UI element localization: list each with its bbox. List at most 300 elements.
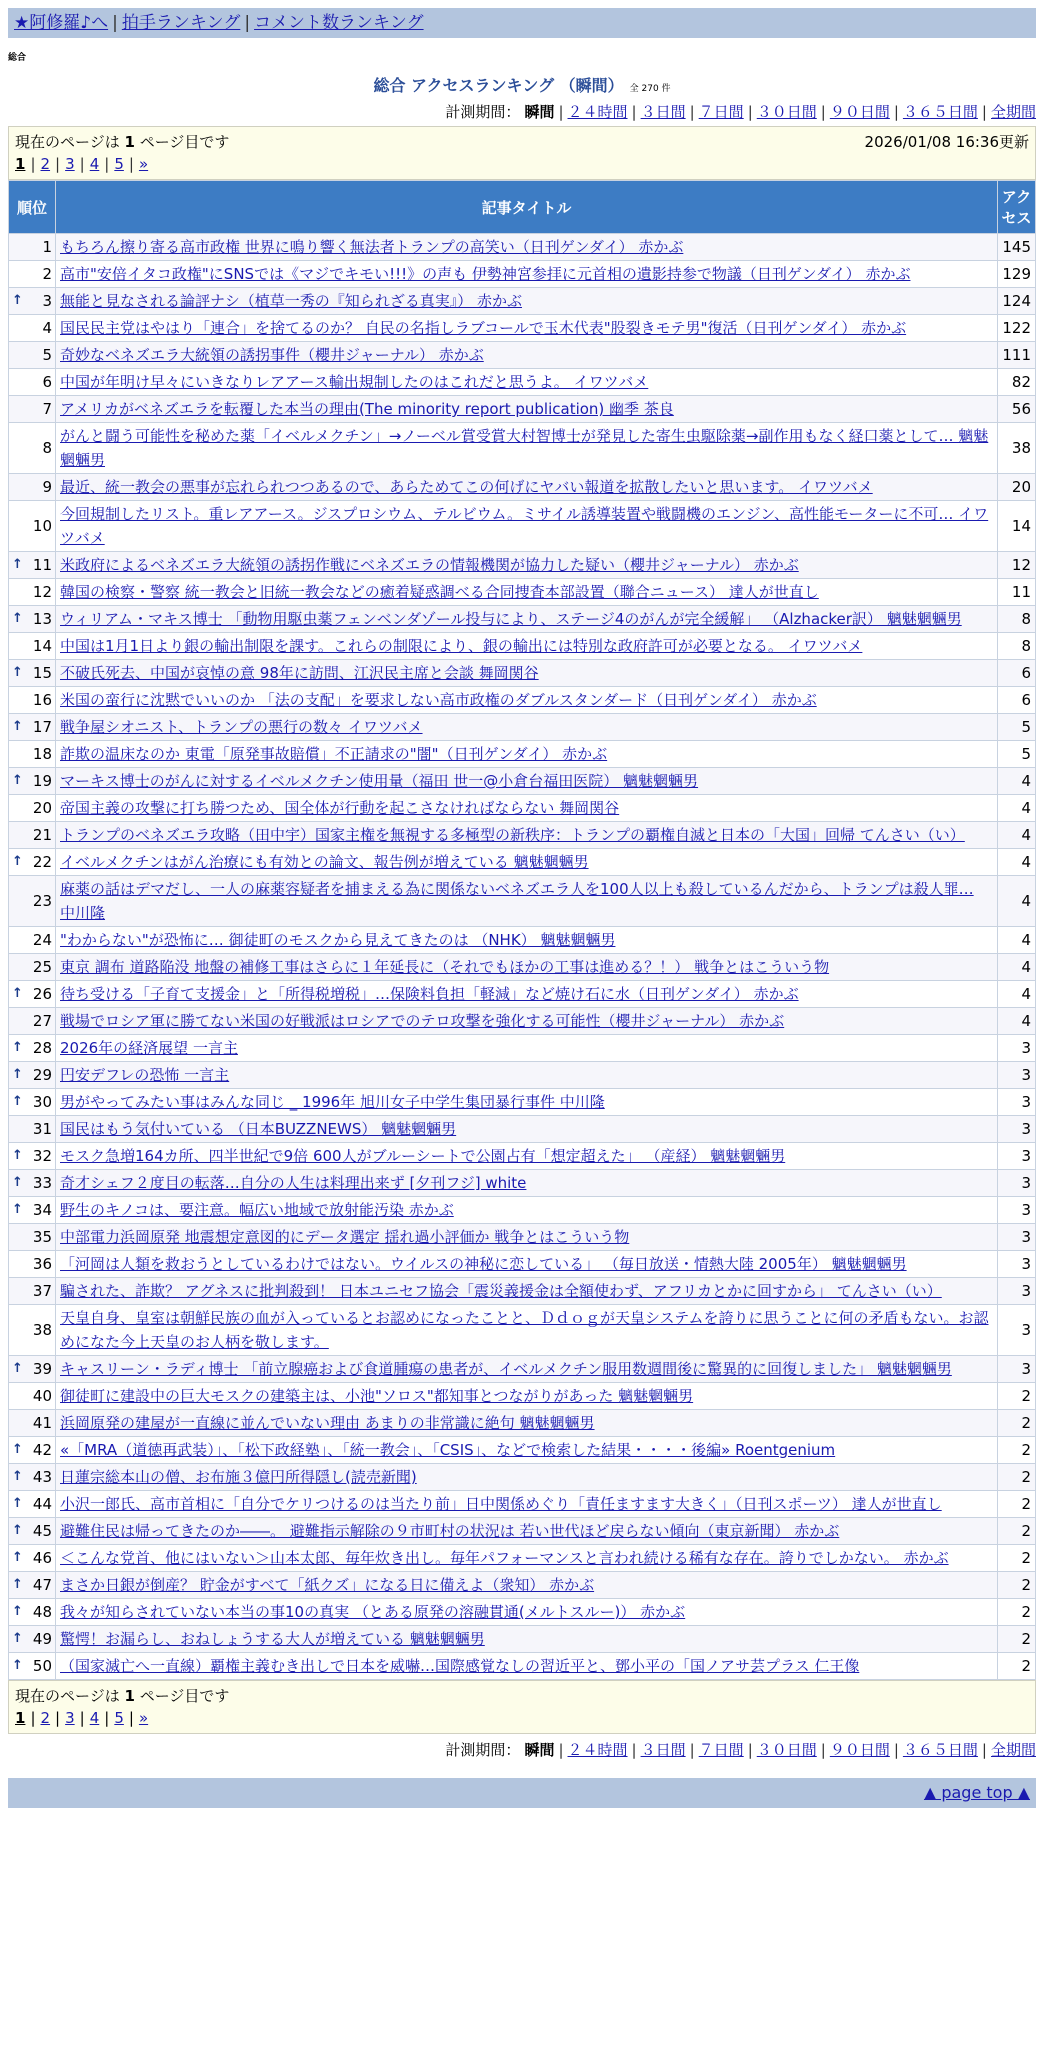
table-row <box>9 927 1036 954</box>
up-arrow-icon: ↑ <box>12 1523 23 1538</box>
nav-link-asyura[interactable]: ★阿修羅♪へ <box>14 13 109 33</box>
access-count: 4 <box>998 822 1036 849</box>
article-title-link[interactable]: 帝国主義の攻撃に打ち勝つため、国全体が行動を起こさなければならない 舞岡関谷 <box>60 799 620 817</box>
table-row <box>9 396 1036 423</box>
rank-cell <box>9 1653 56 1680</box>
rank-number: 16 <box>32 691 52 709</box>
page-link-2[interactable]: 2 <box>40 155 51 173</box>
rank-cell <box>9 474 56 501</box>
article-title-link[interactable]: "わからない"が恐怖に… 御徒町のモスクから見えてきたのは （NHK） 魑魅魍魎男 <box>60 931 616 949</box>
article-title-link[interactable]: 高市"安倍イタコ政権"にSNSでは《マジでキモい!!!》の声も 伊勢神宮参拝に元首相の遺影持参で物議（日刊ゲンダイ） 赤かぶ <box>60 265 911 283</box>
title-cell <box>56 714 998 741</box>
access-count: 2 <box>998 1626 1036 1653</box>
access-count: 6 <box>998 660 1036 687</box>
article-title-link[interactable]: 奇妙なベネズエラ大統領の誘拐事件（櫻井ジャーナル） 赤かぶ <box>60 346 484 364</box>
access-count: 5 <box>998 714 1036 741</box>
table-row <box>9 579 1036 606</box>
page-current: 1 <box>15 155 26 173</box>
article-title-link[interactable]: 小沢一郎氏、高市首相に「自分でケリつけるのは当たり前」日中関係めぐり「責任ますます大きく」（日刊スポーツ） 達人が世直し <box>60 1495 942 1513</box>
table-row <box>9 849 1036 876</box>
table-row <box>9 1464 1036 1491</box>
up-arrow-icon: ↑ <box>12 1202 23 1217</box>
up-arrow-icon: ↑ <box>12 293 23 308</box>
access-count: 3 <box>998 1251 1036 1278</box>
page-links: 1 | 2 | 3 | 4 | 5 | » <box>15 155 149 173</box>
access-count: 2 <box>998 1383 1036 1410</box>
rank-number: 2 <box>42 265 52 283</box>
title-cell <box>56 822 998 849</box>
table-row <box>9 288 1036 315</box>
title-cell <box>56 927 998 954</box>
rank-cell <box>9 288 56 315</box>
article-title-link[interactable]: 中国が年明け早々にいきなりレアアース輸出規制したのはこれだと思うよ。 イワツバメ <box>60 373 649 391</box>
article-title-link[interactable]: 国民はもう気付いている （日本BUZZNEWS） 魑魅魍魎男 <box>60 1120 457 1138</box>
article-title-link[interactable]: «「MRA（道徳再武装）」、「松下政経塾」、「統一教会」、「CSIS」、などで検索した結果・・・・後編» Roentgenium <box>60 1441 836 1459</box>
footer-bar <box>8 1778 1036 1808</box>
header-rank: 順位 <box>9 181 56 234</box>
table-row <box>9 474 1036 501</box>
rank-cell <box>9 1170 56 1197</box>
title-cell <box>56 1437 998 1464</box>
title-cell <box>56 1305 998 1356</box>
article-title-link[interactable]: がんと闘う可能性を秘めた薬「イベルメクチン」→ノーベル賞受賞大村智博士が発見した寄生虫駆除薬→副作用もなく経口薬として… 魑魅魍魎男 <box>60 427 989 469</box>
access-count: 3 <box>998 1035 1036 1062</box>
page-link-2[interactable]: 2 <box>40 1709 51 1727</box>
article-title-link[interactable]: 天皇自身、皇室は朝鮮民族の血が入っているとお認めになったことと、Ｄｄｏｇが天皇システムを誇りに思うことに何の矛盾もない。お認めになた今上天皇のお人柄を敬します。 <box>60 1309 989 1351</box>
page-link-5[interactable]: 5 <box>114 1709 124 1727</box>
up-arrow-icon: ↑ <box>12 1631 23 1646</box>
page-link-5[interactable]: 5 <box>114 155 124 173</box>
rank-number: 47 <box>32 1576 52 1594</box>
table-row <box>9 234 1036 261</box>
page-link-3[interactable]: 3 <box>65 155 75 173</box>
ranking-title-row <box>0 73 1044 96</box>
rank-number: 10 <box>32 517 52 535</box>
access-count: 2 <box>998 1572 1036 1599</box>
rank-cell <box>9 741 56 768</box>
table-row <box>9 822 1036 849</box>
article-title-link[interactable]: トランプのベネズエラ攻略（田中宇）国家主権を無視する多極型の新秩序：トランプの覇権自滅と日本の「大国」回帰 てんさい（い） <box>60 826 965 844</box>
article-title-link[interactable]: 中国は1月1日より銀の輸出制限を課す。これらの制限により、銀の輸出には特別な政府許可が必要となる。 イワツバメ <box>60 637 863 655</box>
rank-cell <box>9 396 56 423</box>
rank-number: 13 <box>32 610 52 628</box>
title-cell <box>56 1062 998 1089</box>
rank-number: 19 <box>32 772 52 790</box>
article-title-link[interactable]: 騙された、詐欺？ アグネスに批判殺到！ 日本ユニセフ協会「震災義援金は全額使わず、アフリカとかに回すから」 てんさい（い） <box>60 1282 942 1300</box>
table-row <box>9 1653 1036 1680</box>
table-row <box>9 714 1036 741</box>
period-link-365d[interactable]: ３６５日間 <box>902 103 978 121</box>
article-title-link[interactable]: モスク急増164カ所、四半世紀で9倍 600人がブルーシートで公園占有「想定超えた」 （産経） 魑魅魍魎男 <box>60 1147 786 1165</box>
rank-number: 41 <box>32 1414 52 1432</box>
period-selector-top: 計測期間： 瞬間 | ２４時間 | ３日間 | ７日間 | ３０日間 | ９０日間 | ３６５日間 | 全期間 <box>445 103 1036 121</box>
table-row <box>9 954 1036 981</box>
access-count: 3 <box>998 1170 1036 1197</box>
table-row <box>9 1116 1036 1143</box>
title-cell <box>56 741 998 768</box>
article-title-link[interactable]: 日蓮宗総本山の僧、お布施３億円所得隠し(読売新聞) <box>60 1468 417 1486</box>
table-row <box>9 768 1036 795</box>
rank-number: 29 <box>32 1066 52 1084</box>
rank-cell <box>9 1197 56 1224</box>
up-arrow-icon: ↑ <box>12 1040 23 1055</box>
table-row <box>9 1626 1036 1653</box>
rank-cell <box>9 1278 56 1305</box>
article-title-link[interactable]: 2026年の経済展望 一言主 <box>60 1039 238 1057</box>
rank-cell <box>9 927 56 954</box>
rank-cell <box>9 954 56 981</box>
access-count: 12 <box>998 552 1036 579</box>
rank-cell <box>9 1251 56 1278</box>
article-title-link[interactable]: もちろん擦り寄る高市政権 世界に鳴り響く無法者トランプの高笑い（日刊ゲンダイ） 赤かぶ <box>60 238 684 256</box>
table-row <box>9 552 1036 579</box>
title-cell <box>56 849 998 876</box>
table-row <box>9 369 1036 396</box>
rank-number: 33 <box>32 1174 52 1192</box>
rank-cell <box>9 423 56 474</box>
rank-cell <box>9 1572 56 1599</box>
rank-cell <box>9 687 56 714</box>
article-title-link[interactable]: 驚愕！お漏らし、おねしょうする大人が増えている 魑魅魍魎男 <box>60 1630 485 1648</box>
title-cell <box>56 1572 998 1599</box>
article-title-link[interactable]: 今回規制したリスト。重レアアース。ジスプロシウム、テルビウム。ミサイル誘導装置や戦闘機のエンジン、高性能モーターに不可… イワツバメ <box>60 505 989 547</box>
access-count: 2 <box>998 1545 1036 1572</box>
access-count: 124 <box>998 288 1036 315</box>
article-title-link[interactable]: 詐欺の温床なのか 東電「原発事故賠償」不正請求の"闇"（日刊ゲンダイ） 赤かぶ <box>60 745 608 763</box>
access-count: 3 <box>998 1062 1036 1089</box>
table-row <box>9 342 1036 369</box>
page-title: 総合 アクセスランキング （瞬間） <box>373 76 624 95</box>
access-count: 111 <box>998 342 1036 369</box>
up-arrow-icon: ↑ <box>12 986 23 1001</box>
period-link-all[interactable]: 全期間 <box>990 1741 1036 1759</box>
rank-number: 23 <box>32 892 52 910</box>
title-cell <box>56 1356 998 1383</box>
up-arrow-icon: ↑ <box>12 665 23 680</box>
rank-cell <box>9 768 56 795</box>
title-cell <box>56 1116 998 1143</box>
title-cell <box>56 1464 998 1491</box>
article-title-link[interactable]: キャスリーン・ラディ博士 「前立腺癌および食道腫瘍の患者が、イベルメクチン服用数週間後に驚異的に回復しました」 魑魅魍魎男 <box>60 1360 952 1378</box>
page-top-link[interactable]: ▲ page top ▲ <box>923 1783 1030 1802</box>
table-row <box>9 1437 1036 1464</box>
article-title-link[interactable]: 米政府によるベネズエラ大統領の誘拐作戦にベネズエラの情報機関が協力した疑い（櫻井ジャーナル） 赤かぶ <box>60 556 799 574</box>
period-link-3d[interactable]: ３日間 <box>640 1741 686 1759</box>
up-arrow-icon: ↑ <box>12 1175 23 1190</box>
table-header-row <box>9 181 1036 234</box>
rank-cell <box>9 1545 56 1572</box>
title-cell <box>56 552 998 579</box>
rank-cell <box>9 1491 56 1518</box>
period-link-30d[interactable]: ３０日間 <box>756 1741 817 1759</box>
up-arrow-icon: ↑ <box>12 1604 23 1619</box>
period-link-7d[interactable]: ７日間 <box>698 103 744 121</box>
rank-cell <box>9 633 56 660</box>
table-row <box>9 633 1036 660</box>
up-arrow-icon: ↑ <box>12 719 23 734</box>
title-cell <box>56 876 998 927</box>
article-title-link[interactable]: ウィリアム・マキス博士 「動物用駆虫薬フェンベンダゾール投与により、ステージ4のがんが完全緩解」 （Alzhacker訳） 魑魅魍魎男 <box>60 610 962 628</box>
access-count: 2 <box>998 1599 1036 1626</box>
rank-cell <box>9 261 56 288</box>
access-count: 4 <box>998 981 1036 1008</box>
table-row <box>9 1035 1036 1062</box>
up-arrow-icon: ↑ <box>12 611 23 626</box>
article-title-link[interactable]: 御徒町に建設中の巨大モスクの建築主は、小池"ソロス"都知事とつながりがあった 魑魅魍魎男 <box>60 1387 694 1405</box>
title-cell <box>56 1035 998 1062</box>
access-count: 82 <box>998 369 1036 396</box>
title-cell <box>56 1008 998 1035</box>
title-cell <box>56 1491 998 1518</box>
rank-number: 25 <box>32 958 52 976</box>
access-count: 2 <box>998 1410 1036 1437</box>
period-link-3d[interactable]: ３日間 <box>640 103 686 121</box>
current-page-text-bottom: 現在のページは 1 ページ目です <box>15 1687 230 1705</box>
table-row <box>9 1143 1036 1170</box>
article-title-link[interactable]: 東京 調布 道路陥没 地盤の補修工事はさらに１年延長に（それでもほかの工事は進める？！） 戦争とはこういう物 <box>60 958 830 976</box>
up-arrow-icon: ↑ <box>12 1658 23 1673</box>
table-row <box>9 1197 1036 1224</box>
table-row <box>9 1599 1036 1626</box>
rank-cell <box>9 501 56 552</box>
rank-number: 22 <box>32 853 52 871</box>
rank-cell <box>9 1410 56 1437</box>
rank-number: 9 <box>42 478 52 496</box>
rank-cell <box>9 1383 56 1410</box>
article-title-link[interactable]: ＜こんな党首、他にはいない＞山本太郎、毎年炊き出し。毎年パフォーマンスと言われ続ける稀有な存在。誇りでしかない。 赤かぶ <box>60 1549 949 1567</box>
access-count: 3 <box>998 1143 1036 1170</box>
table-row <box>9 981 1036 1008</box>
access-count: 4 <box>998 927 1036 954</box>
period-label: 計測期間： <box>445 103 521 121</box>
rank-number: 11 <box>32 556 52 574</box>
rank-cell <box>9 234 56 261</box>
access-count: 2 <box>998 1653 1036 1680</box>
title-cell <box>56 396 998 423</box>
article-title-link[interactable]: 無能と見なされる論評ナシ（植草一秀の『知られざる真実』） 赤かぶ <box>60 292 522 310</box>
rank-number: 24 <box>32 931 52 949</box>
ranking-body <box>9 234 1036 1680</box>
article-title-link[interactable]: 中部電力浜岡原発 地震想定意図的にデータ選定 揺れ過小評価か 戦争とはこういう物 <box>60 1228 630 1246</box>
article-title-link[interactable]: 麻薬の話はデマだし、一人の麻薬容疑者を捕まえる為に関係ないベネズエラ人を100人以上も殺しているんだから、トランプは殺人罪… 中川隆 <box>60 880 974 922</box>
title-cell <box>56 342 998 369</box>
header-access: アクセス <box>998 181 1036 234</box>
rank-number: 4 <box>42 319 52 337</box>
access-count: 3 <box>998 1116 1036 1143</box>
rank-cell <box>9 1224 56 1251</box>
rank-cell <box>9 660 56 687</box>
page-current: 1 <box>15 1709 26 1727</box>
top-nav-bar <box>8 8 1036 38</box>
period-link-24h[interactable]: ２４時間 <box>567 1741 628 1759</box>
rank-number: 17 <box>32 718 52 736</box>
period-link-90d[interactable]: ９０日間 <box>829 103 890 121</box>
access-count: 6 <box>998 687 1036 714</box>
page <box>0 8 1044 1808</box>
table-row <box>9 660 1036 687</box>
period-link-24h[interactable]: ２４時間 <box>567 103 628 121</box>
access-count: 4 <box>998 849 1036 876</box>
article-title-link[interactable]: アメリカがベネズエラを転覆した本当の理由(The minority report publication) 幽季 茶良 <box>60 400 674 418</box>
rank-cell <box>9 342 56 369</box>
article-title-link[interactable]: 国民民主党はやはり「連合」を捨てるのか？ 自民の名指しラブコールで玉木代表"股裂きモテ男"復活（日刊ゲンダイ） 赤かぶ <box>60 319 907 337</box>
total-count: 全 270 件 <box>629 84 671 94</box>
article-title-link[interactable]: 米国の蛮行に沈黙でいいのか 「法の支配」を要求しない高市政権のダブルスタンダード（日刊ゲンダイ） 赤かぶ <box>60 691 817 709</box>
table-row <box>9 687 1036 714</box>
article-title-link[interactable]: 最近、統一教会の悪事が忘れられつつあるので、あらためてこの何げにヤバい報道を拡散したいと思います。 イワツバメ <box>60 478 873 496</box>
article-title-link[interactable]: 韓国の検察・警察 統一教会と旧統一教会などの癒着疑惑調べる合同捜査本部設置（聯合ニュース） 達人が世直し <box>60 583 819 601</box>
article-title-link[interactable]: マーキス博士のがんに対するイベルメクチン使用量（福田 世一@小倉台福田医院） 魑魅魍魎男 <box>60 772 699 790</box>
title-cell <box>56 315 998 342</box>
up-arrow-icon: ↑ <box>12 557 23 572</box>
rank-cell <box>9 579 56 606</box>
article-title-link[interactable]: イベルメクチンはがん治療にも有効との論文、報告例が増えている 魑魅魍魎男 <box>60 853 589 871</box>
rank-number: 49 <box>32 1630 52 1648</box>
title-cell <box>56 1518 998 1545</box>
rank-cell <box>9 795 56 822</box>
nav-link-applause-ranking[interactable]: 拍手ランキング <box>121 13 241 33</box>
rank-number: 34 <box>32 1201 52 1219</box>
rank-cell <box>9 1518 56 1545</box>
table-row <box>9 1008 1036 1035</box>
title-cell <box>56 501 998 552</box>
table-row <box>9 261 1036 288</box>
access-count: 4 <box>998 1008 1036 1035</box>
title-cell <box>56 1626 998 1653</box>
rank-number: 14 <box>32 637 52 655</box>
rank-cell <box>9 1599 56 1626</box>
rank-number: 36 <box>32 1255 52 1273</box>
rank-number: 28 <box>32 1039 52 1057</box>
article-title-link[interactable]: 戦場でロシア軍に勝てない米国の好戦派はロシアでのテロ攻撃を強化する可能性（櫻井ジャーナル） 赤かぶ <box>60 1012 785 1030</box>
title-cell <box>56 954 998 981</box>
article-title-link[interactable]: 待ち受ける「子育て支援金」と「所得税増税」…保険料負担「軽減」など焼け石に水（日刊ゲンダイ） 赤かぶ <box>60 985 799 1003</box>
rank-number: 45 <box>32 1522 52 1540</box>
table-row <box>9 1062 1036 1089</box>
up-arrow-icon: ↑ <box>12 1496 23 1511</box>
access-count: 3 <box>998 1278 1036 1305</box>
table-row <box>9 423 1036 474</box>
table-row <box>9 1491 1036 1518</box>
article-title-link[interactable]: 野生のキノコは、要注意。幅広い地域で放射能汚染 赤かぶ <box>60 1201 454 1219</box>
rank-cell <box>9 1437 56 1464</box>
table-row <box>9 1170 1036 1197</box>
table-row <box>9 1356 1036 1383</box>
rank-number: 27 <box>32 1012 52 1030</box>
rank-cell <box>9 981 56 1008</box>
table-row <box>9 1089 1036 1116</box>
article-title-link[interactable]: まさか日銀が倒産？ 貯金がすべて「紙クズ」になる日に備えよ（衆知） 赤かぶ <box>60 1576 595 1594</box>
access-count: 4 <box>998 768 1036 795</box>
title-cell <box>56 1599 998 1626</box>
up-arrow-icon: ↑ <box>12 1577 23 1592</box>
rank-number: 8 <box>42 439 52 457</box>
access-count: 56 <box>998 396 1036 423</box>
rank-number: 38 <box>32 1321 52 1339</box>
article-title-link[interactable]: 不破氏死去、中国が哀悼の意 98年に訪問、江沢民主席と会談 舞岡関谷 <box>60 664 539 682</box>
rank-number: 50 <box>32 1657 52 1675</box>
rank-cell <box>9 1008 56 1035</box>
nav-link-comment-ranking[interactable]: コメント数ランキング <box>254 13 424 33</box>
title-cell <box>56 579 998 606</box>
table-row <box>9 1383 1036 1410</box>
title-cell <box>56 687 998 714</box>
article-title-link[interactable]: 男がやってみたい事はみんな同じ _ 1996年 旭川女子中学生集団暴行事件 中川隆 <box>60 1093 605 1111</box>
access-count: 20 <box>998 474 1036 501</box>
table-row <box>9 795 1036 822</box>
page-link-4[interactable]: 4 <box>89 155 100 173</box>
rank-number: 40 <box>32 1387 52 1405</box>
title-cell <box>56 768 998 795</box>
article-title-link[interactable]: 我々が知らされていない本当の事10の真実 （とある原発の溶融貫通(メルトスルー)） 赤かぶ <box>60 1603 686 1621</box>
rank-cell <box>9 1035 56 1062</box>
table-row <box>9 606 1036 633</box>
page-links-bottom: 1 | 2 | 3 | 4 | 5 | » <box>15 1709 149 1727</box>
title-cell <box>56 1251 998 1278</box>
period-link-30d[interactable]: ３０日間 <box>756 103 817 121</box>
title-cell <box>56 981 998 1008</box>
article-title-link[interactable]: （国家滅亡へ一直線）覇権主義むき出しで日本を威嚇…国際感覚なしの習近平と、鄧小平の「国ノアサ芸プラス 仁王像 <box>60 1657 860 1675</box>
title-cell <box>56 1089 998 1116</box>
title-cell <box>56 261 998 288</box>
rank-number: 39 <box>32 1360 52 1378</box>
rank-cell <box>9 714 56 741</box>
up-arrow-icon: ↑ <box>12 1361 23 1376</box>
nav-separator: | <box>112 13 118 33</box>
access-count: 4 <box>998 954 1036 981</box>
page-link-4[interactable]: 4 <box>89 1709 100 1727</box>
updated-time: 2026/01/08 16:36更新 <box>864 133 1029 151</box>
access-count: 11 <box>998 579 1036 606</box>
article-title-link[interactable]: 「河岡は人類を救おうとしているわけではない。ウイルスの神秘に恋している」 （毎日放送・情熱大陸 2005年） 魑魅魍魎男 <box>60 1255 907 1273</box>
table-row <box>9 1251 1036 1278</box>
rank-cell <box>9 552 56 579</box>
title-cell <box>56 1383 998 1410</box>
rank-cell <box>9 1356 56 1383</box>
article-title-link[interactable]: 避難住民は帰ってきたのか――。 避難指示解除の９市町村の状況は 若い世代ほど戻らない傾向（東京新聞） 赤かぶ <box>60 1522 840 1540</box>
page-link-3[interactable]: 3 <box>65 1709 75 1727</box>
rank-number: 35 <box>32 1228 52 1246</box>
table-row <box>9 741 1036 768</box>
rank-cell <box>9 1116 56 1143</box>
article-title-link[interactable]: 浜岡原発の建屋が一直線に並んでいない理由 あまりの非常識に絶句 魑魅魍魎男 <box>60 1414 595 1432</box>
article-title-link[interactable]: 円安デフレの恐怖 一言主 <box>60 1066 230 1084</box>
rank-number: 7 <box>42 400 52 418</box>
article-title-link[interactable]: 奇才シェフ２度目の転落…自分の人生は料理出来ず [夕刊フジ] white <box>60 1174 527 1192</box>
article-title-link[interactable]: 戦争屋シオニスト、トランプの悪行の数々 イワツバメ <box>60 718 423 736</box>
table-row <box>9 876 1036 927</box>
period-link-7d[interactable]: ７日間 <box>698 1741 744 1759</box>
pager-bottom <box>8 1680 1036 1734</box>
header-title: 記事タイトル <box>56 181 998 234</box>
up-arrow-icon: ↑ <box>12 854 23 869</box>
access-count: 3 <box>998 1305 1036 1356</box>
table-row <box>9 1305 1036 1356</box>
period-link-all[interactable]: 全期間 <box>990 103 1036 121</box>
table-row <box>9 1224 1036 1251</box>
rank-cell <box>9 849 56 876</box>
rank-cell <box>9 315 56 342</box>
up-arrow-icon: ↑ <box>12 1067 23 1082</box>
rank-number: 32 <box>32 1147 52 1165</box>
page-next-link[interactable]: » <box>138 1709 149 1727</box>
up-arrow-icon: ↑ <box>12 1148 23 1163</box>
access-count: 3 <box>998 1089 1036 1116</box>
period-link-365d[interactable]: ３６５日間 <box>902 1741 978 1759</box>
period-link-90d[interactable]: ９０日間 <box>829 1741 890 1759</box>
page-next-link[interactable]: » <box>138 155 149 173</box>
up-arrow-icon: ↑ <box>12 773 23 788</box>
